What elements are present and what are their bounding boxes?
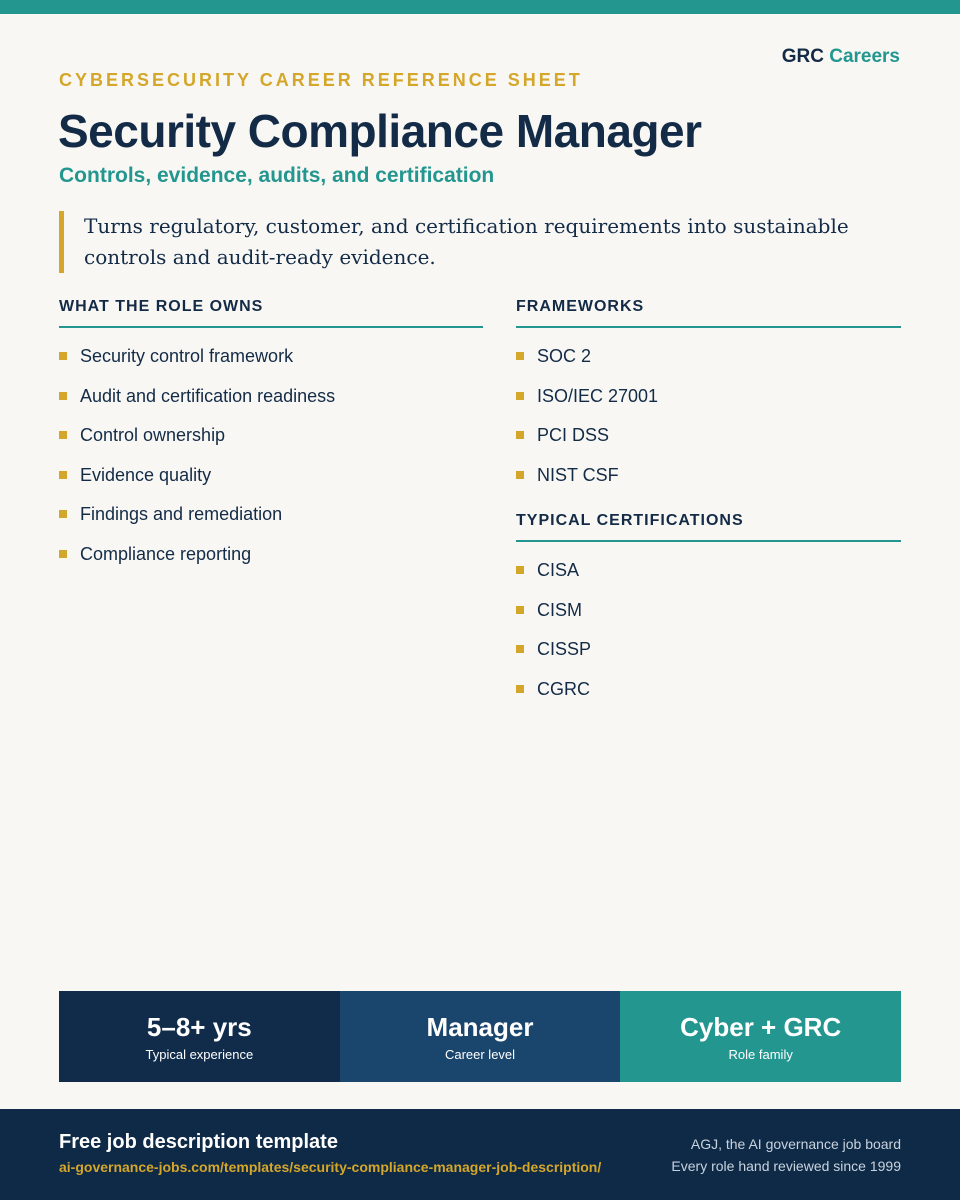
list-item: CISM xyxy=(516,598,901,638)
top-accent-bar xyxy=(0,0,960,14)
list-item: CGRC xyxy=(516,677,901,717)
footer-title: Free job description template xyxy=(59,1131,338,1153)
stat-label: Role family xyxy=(728,1047,793,1062)
stat-value: Manager xyxy=(426,1012,534,1042)
stat-role-family xyxy=(620,991,901,1082)
page-footer xyxy=(0,1109,960,1200)
role-owns-heading: WHAT THE ROLE OWNS xyxy=(59,298,483,328)
page-title: Security Compliance Manager xyxy=(58,105,702,157)
list-item: Compliance reporting xyxy=(59,542,483,582)
list-item: NIST CSF xyxy=(516,463,901,503)
list-item: CISA xyxy=(516,558,901,598)
role-owns-section xyxy=(59,298,483,581)
stats-bar xyxy=(59,991,901,1082)
frameworks-heading: FRAMEWORKS xyxy=(516,298,901,328)
brand-logo[interactable] xyxy=(782,46,900,68)
certifications-section xyxy=(516,512,901,716)
stat-career-level xyxy=(340,991,621,1082)
list-item: SOC 2 xyxy=(516,344,901,384)
frameworks-list xyxy=(516,344,901,502)
footer-tagline xyxy=(671,1133,901,1177)
stat-label: Typical experience xyxy=(145,1047,254,1062)
list-item: Audit and certification readiness xyxy=(59,384,483,424)
list-item: CISSP xyxy=(516,637,901,677)
list-item: Evidence quality xyxy=(59,463,483,503)
certifications-heading: TYPICAL CERTIFICATIONS xyxy=(516,512,901,542)
role-owns-list xyxy=(59,344,483,581)
list-item: Findings and remediation xyxy=(59,502,483,542)
list-item: ISO/IEC 27001 xyxy=(516,384,901,424)
stat-value: 5–8+ yrs xyxy=(146,1012,252,1042)
page-subtitle: Controls, evidence, audits, and certification xyxy=(59,164,495,187)
stat-value: Cyber + GRC xyxy=(680,1012,842,1042)
list-item: Control ownership xyxy=(59,423,483,463)
footer-tagline-line-2: Every role hand reviewed since 1999 xyxy=(671,1158,901,1174)
stat-experience xyxy=(59,991,340,1082)
footer-template-link[interactable]: ai-governance-jobs.com/templates/security-compliance-manager-job-description/ xyxy=(59,1159,602,1175)
list-item: Security control framework xyxy=(59,344,483,384)
list-item: PCI DSS xyxy=(516,423,901,463)
frameworks-column xyxy=(516,298,901,716)
certifications-list xyxy=(516,558,901,716)
footer-tagline-line-1: AGJ, the AI governance job board xyxy=(690,1136,901,1152)
brand-name-primary: GRC xyxy=(781,46,824,67)
role-summary: Turns regulatory, customer, and certification requirements into sustainable controls and audit-ready evidence. xyxy=(59,211,901,273)
eyebrow-label: CYBERSECURITY CAREER REFERENCE SHEET xyxy=(59,70,583,90)
brand-name-accent: Careers xyxy=(829,46,900,67)
stat-label: Career level xyxy=(444,1047,516,1062)
